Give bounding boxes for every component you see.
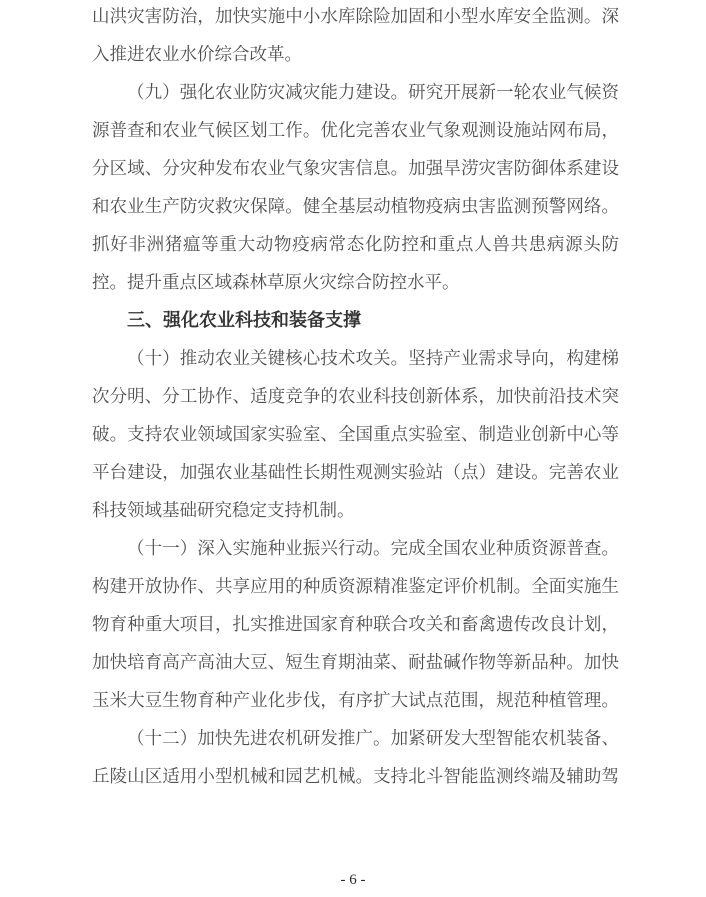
text-line: （十）推动农业关键核心技术攻关。坚持产业需求导向，构建梯 bbox=[127, 348, 619, 368]
text-block bbox=[92, 0, 619, 795]
page-number: - 6 - bbox=[340, 872, 366, 888]
text-line: （十二）加快先进农机研发推广。加紧研发大型智能农机装备、 bbox=[127, 728, 619, 748]
text-line: 丘陵山区适用小型机械和园艺机械。支持北斗智能监测终端及辅助驾 bbox=[92, 766, 619, 786]
section-heading: 三、强化农业科技和装备支撑 bbox=[127, 310, 361, 330]
text-line: 加快培育高产高油大豆、短生育期油菜、耐盐碱作物等新品种。加快 bbox=[92, 652, 619, 672]
text-line: 破。支持农业领域国家实验室、全国重点实验室、制造业创新中心等 bbox=[92, 424, 619, 444]
text-line: 入推进农业水价综合改革。 bbox=[92, 44, 302, 64]
text-line: 分区域、分灾种发布农业气象灾害信息。加强旱涝灾害防御体系建设 bbox=[92, 158, 619, 178]
text-line: 科技领域基础研究稳定支持机制。 bbox=[92, 500, 355, 520]
text-line: 物育种重大项目，扎实推进国家育种联合攻关和畜禽遗传改良计划， bbox=[92, 614, 619, 634]
text-line: 抓好非洲猪瘟等重大动物疫病常态化防控和重点人兽共患病源头防 bbox=[92, 234, 619, 254]
text-line: （十一）深入实施种业振兴行动。完成全国农业种质资源普查。 bbox=[127, 538, 619, 558]
text-line: （九）强化农业防灾减灾能力建设。研究开展新一轮农业气候资 bbox=[127, 82, 619, 102]
text-line: 玉米大豆生物育种产业化步伐，有序扩大试点范围，规范种植管理。 bbox=[92, 690, 619, 710]
text-line: 控。提升重点区域森林草原火灾综合防控水平。 bbox=[92, 272, 460, 292]
text-line: 次分明、分工协作、适度竞争的农业科技创新体系，加快前沿技术突 bbox=[92, 386, 619, 406]
text-line: 构建开放协作、共享应用的种质资源精准鉴定评价机制。全面实施生 bbox=[92, 576, 619, 596]
text-line: 山洪灾害防治，加快实施中小水库除险加固和小型水库安全监测。深 bbox=[92, 6, 619, 26]
text-line: 平台建设，加强农业基础性长期性观测实验站（点）建设。完善农业 bbox=[92, 462, 619, 482]
text-line: 和农业生产防灾救灾保障。健全基层动植物疫病虫害监测预警网络。 bbox=[92, 196, 619, 216]
text-line: 源普查和农业气候区划工作。优化完善农业气象观测设施站网布局， bbox=[92, 120, 619, 140]
